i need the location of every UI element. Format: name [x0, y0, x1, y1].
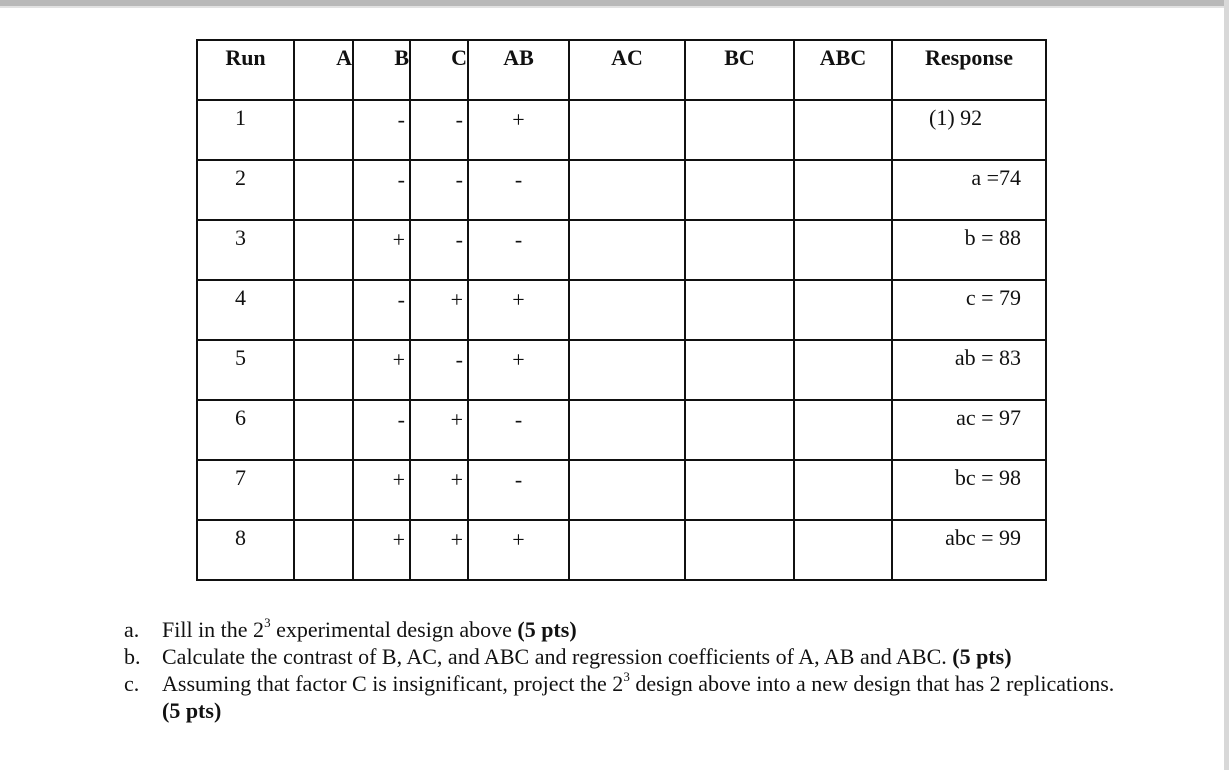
question-label: b.: [124, 644, 141, 669]
question-text: Assuming that factor C is insignificant, project the 2: [162, 671, 624, 696]
cell-abc: [794, 400, 892, 460]
cell-a: [294, 160, 353, 220]
cell-ac: [569, 400, 685, 460]
points: (5 pts): [517, 617, 577, 642]
header-abc: ABC: [794, 40, 892, 100]
question-text: Calculate the contrast of B, AC, and ABC and regression coefficients of A, AB and ABC.: [162, 644, 953, 669]
question-text-cont: experimental design above: [270, 617, 518, 642]
cell-abc: [794, 520, 892, 580]
cell-bc: [685, 160, 794, 220]
cell-response: (1) 92: [892, 100, 1046, 160]
cell-a: [294, 100, 353, 160]
table-row: [197, 340, 1046, 400]
cell-run: 7: [197, 460, 294, 520]
header-c: C: [410, 40, 468, 100]
question-text-cont: design above into a new design that has 2 replications.: [629, 671, 1115, 696]
header-b: B: [353, 40, 410, 100]
cell-run: 1: [197, 100, 294, 160]
cell-c: -: [410, 160, 468, 220]
cell-ac: [569, 340, 685, 400]
table-row: [197, 220, 1046, 280]
header-row: [197, 40, 1046, 100]
cell-run: 8: [197, 520, 294, 580]
header-response: Response: [892, 40, 1046, 100]
exponent: 3: [623, 668, 630, 684]
cell-ab: +: [468, 100, 569, 160]
table-row: [197, 520, 1046, 580]
cell-ab: +: [468, 520, 569, 580]
question-list: [124, 616, 1124, 724]
cell-abc: [794, 220, 892, 280]
table-row: [197, 280, 1046, 340]
cell-a: [294, 280, 353, 340]
cell-response: bc = 98: [892, 460, 1046, 520]
design-table: [196, 39, 1047, 581]
cell-ac: [569, 100, 685, 160]
header-a: A: [294, 40, 353, 100]
question-a: [124, 616, 1124, 643]
cell-run: 4: [197, 280, 294, 340]
cell-ab: -: [468, 400, 569, 460]
cell-bc: [685, 460, 794, 520]
cell-run: 3: [197, 220, 294, 280]
cell-b: +: [353, 220, 410, 280]
header-bc: BC: [685, 40, 794, 100]
question-c: [124, 670, 1124, 724]
exponent: 3: [264, 614, 271, 630]
cell-c: -: [410, 100, 468, 160]
cell-bc: [685, 340, 794, 400]
cell-c: +: [410, 280, 468, 340]
points: (5 pts): [952, 644, 1012, 669]
cell-response: ac = 97: [892, 400, 1046, 460]
cell-b: +: [353, 340, 410, 400]
cell-b: +: [353, 460, 410, 520]
cell-response: a =74: [892, 160, 1046, 220]
cell-response: c = 79: [892, 280, 1046, 340]
cell-c: +: [410, 520, 468, 580]
cell-b: -: [353, 400, 410, 460]
header-run: Run: [197, 40, 294, 100]
viewer-scrollbar[interactable]: [1224, 0, 1229, 770]
viewer-top-divider: [0, 6, 1229, 8]
cell-abc: [794, 160, 892, 220]
header-ac: AC: [569, 40, 685, 100]
cell-bc: [685, 280, 794, 340]
cell-c: +: [410, 460, 468, 520]
cell-b: -: [353, 100, 410, 160]
table-row: [197, 100, 1046, 160]
cell-abc: [794, 460, 892, 520]
points: (5 pts): [162, 698, 222, 723]
cell-ac: [569, 460, 685, 520]
cell-bc: [685, 520, 794, 580]
cell-a: [294, 460, 353, 520]
cell-ac: [569, 160, 685, 220]
table-row: [197, 160, 1046, 220]
cell-abc: [794, 100, 892, 160]
header-ab: AB: [468, 40, 569, 100]
cell-c: +: [410, 400, 468, 460]
table-row: [197, 400, 1046, 460]
cell-response: abc = 99: [892, 520, 1046, 580]
cell-bc: [685, 400, 794, 460]
question-text: Fill in the 2: [162, 617, 265, 642]
cell-ab: +: [468, 280, 569, 340]
cell-ab: -: [468, 160, 569, 220]
cell-ac: [569, 220, 685, 280]
cell-run: 6: [197, 400, 294, 460]
cell-run: 5: [197, 340, 294, 400]
cell-response: ab = 83: [892, 340, 1046, 400]
cell-ab: -: [468, 460, 569, 520]
cell-b: -: [353, 280, 410, 340]
cell-a: [294, 400, 353, 460]
cell-b: -: [353, 160, 410, 220]
cell-abc: [794, 340, 892, 400]
cell-a: [294, 340, 353, 400]
cell-c: -: [410, 220, 468, 280]
cell-b: +: [353, 520, 410, 580]
cell-bc: [685, 220, 794, 280]
cell-run: 2: [197, 160, 294, 220]
cell-c: -: [410, 340, 468, 400]
question-b: [124, 643, 1124, 670]
question-label: c.: [124, 671, 140, 696]
cell-a: [294, 220, 353, 280]
cell-response: b = 88: [892, 220, 1046, 280]
cell-ab: -: [468, 220, 569, 280]
table-row: [197, 460, 1046, 520]
cell-ac: [569, 520, 685, 580]
cell-ac: [569, 280, 685, 340]
cell-a: [294, 520, 353, 580]
cell-bc: [685, 100, 794, 160]
cell-abc: [794, 280, 892, 340]
cell-ab: +: [468, 340, 569, 400]
question-label: a.: [124, 617, 140, 642]
